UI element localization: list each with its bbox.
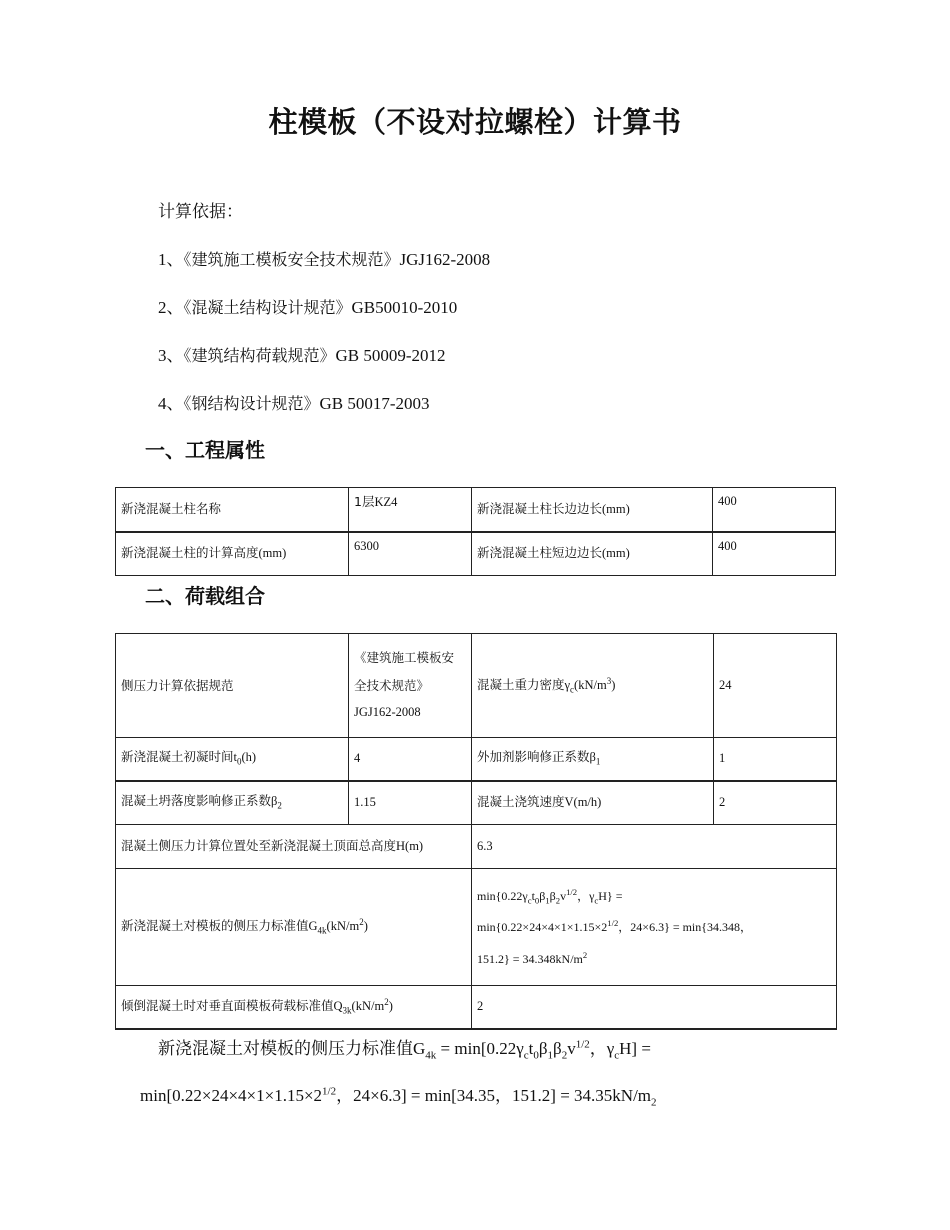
- reference-code: JGJ162-2008: [399, 250, 491, 269]
- reference-number: 3、: [158, 346, 184, 365]
- formula-line: $151.2\} = 34.348kN/m^2$: [477, 949, 588, 966]
- table-row: [116, 634, 837, 738]
- section-heading-project-properties: 一、工程属性: [145, 438, 265, 462]
- table-cell-value: 400: [713, 532, 836, 576]
- reference-code: GB 50009-2012: [335, 346, 446, 365]
- table-cell-value: 2: [714, 781, 837, 825]
- formula-line-2: $\min[0.22\times 24\times 4\times 1\times 1.15\times 2^{1/2}$，24×6.3] = min[34.35，$151.2] = 34.35kN/m_2$: [140, 1085, 657, 1109]
- table-cell-value: 1: [714, 738, 837, 781]
- table-cell-label: 混凝土侧压力计算位置处至新浇混凝土顶面总高度H(m): [116, 825, 472, 869]
- reference-item: [158, 341, 446, 366]
- table-row: [116, 825, 837, 869]
- table-cell-label: 新浇混凝土柱的计算高度(mm): [116, 532, 349, 576]
- reference-number: 1、: [158, 250, 184, 269]
- table-cell-value: 24: [714, 634, 837, 738]
- reference-code: GB 50017-2003: [319, 394, 430, 413]
- table-cell-label: 混凝土浇筑速度V(m/h): [472, 781, 714, 825]
- table-row: [116, 488, 836, 532]
- table-row: [116, 532, 836, 576]
- table-cell-value: 4: [349, 738, 472, 781]
- table-cell-value: 2: [472, 986, 837, 1029]
- table-cell-label: 新浇混凝土柱名称: [116, 488, 349, 532]
- section-heading-load-combination: 二、荷载组合: [145, 584, 265, 608]
- table-cell-label: 混凝土重力密度$\gamma_c(kN/m^3)$: [472, 634, 714, 738]
- table-cell-value: 400: [713, 488, 836, 532]
- table-cell-formula: [472, 869, 837, 986]
- formula-line: $\min\{0.22\gamma_ct_0\beta_1\beta_2v^{1/2}$，$\gamma_cH$} =: [477, 886, 623, 906]
- project-properties-table: [115, 487, 836, 576]
- reference-item: [158, 389, 430, 414]
- table-cell-label: 倾倒混凝土时对垂直面模板荷载标准值$Q_{3k}(kN/m^2)$: [116, 986, 472, 1029]
- table-cell-value: 1层KZ4: [349, 488, 472, 532]
- reference-item: [158, 293, 457, 318]
- reference-name: 《建筑施工模板安全技术规范》: [183, 250, 400, 269]
- reference-code: GB50010-2010: [351, 298, 458, 317]
- table-cell-value: 6.3: [472, 825, 837, 869]
- formula-line: $\min\{0.22\times 24\times 4\times 1\times 1.15\times 2^{1/2}$，24×6.3} = min{34.348，: [477, 918, 753, 935]
- table-row: [116, 738, 837, 781]
- table-cell-value: 《建筑施工模板安 全技术规范》 JGJ162-2008: [349, 634, 472, 738]
- reference-number: 2、: [158, 298, 184, 317]
- table-cell-label: 侧压力计算依据规范: [116, 634, 349, 738]
- table-cell-value: 6300: [349, 532, 472, 576]
- reference-name: 《钢结构设计规范》: [183, 394, 320, 413]
- reference-number: 4、: [158, 394, 184, 413]
- reference-item: [158, 245, 490, 270]
- document-title: 柱模板（不设对拉螺栓）计算书: [268, 105, 682, 139]
- table-row: [116, 869, 837, 986]
- reference-name: 《混凝土结构设计规范》: [183, 298, 352, 317]
- load-combination-table: [115, 633, 837, 1030]
- table-cell-label: 新浇混凝土柱短边边长(mm): [472, 532, 713, 576]
- table-row: [116, 781, 837, 825]
- formula-line-1: 新浇混凝土对模板的侧压力标准值$G_{4k} = \min[0.22\gamma_ct_0\beta_1\beta_2v^{1/2}$，$\gamma_cH$] =: [158, 1038, 651, 1062]
- table-cell-label: 新浇混凝土柱长边边长(mm): [472, 488, 713, 532]
- table-cell-value: 1.15: [349, 781, 472, 825]
- table-cell-label: 新浇混凝土初凝时间$t_0(h)$: [116, 738, 349, 781]
- table-cell-label: 外加剂影响修正系数$\beta_1$: [472, 738, 714, 781]
- basis-heading: 计算依据：: [158, 202, 243, 222]
- table-cell-label: 新浇混凝土对模板的侧压力标准值$G_{4k}(kN/m^2)$: [116, 869, 472, 986]
- table-row: [116, 986, 837, 1029]
- reference-name: 《建筑结构荷载规范》: [183, 346, 336, 365]
- table-cell-label: 混凝土坍落度影响修正系数$\beta_2$: [116, 781, 349, 825]
